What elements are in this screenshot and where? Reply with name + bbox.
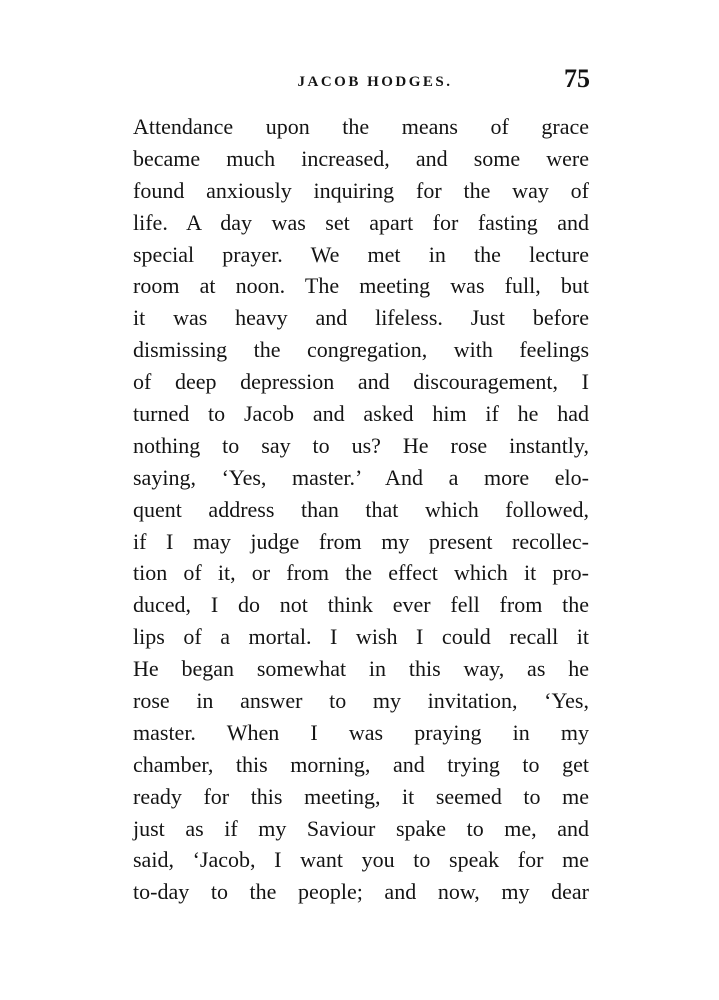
text-line: found anxiously inquiring for the way of [133, 177, 589, 203]
text-line: master. When I was praying in my [133, 719, 589, 745]
text-line: saying, ‘Yes, master.’ And a more elo- [133, 464, 589, 490]
running-title: JACOB HODGES. [297, 74, 453, 90]
text-line: said, ‘Jacob, I want you to speak for me [133, 847, 589, 873]
text-line: He began somewhat in this way, as he [133, 656, 589, 682]
body-text [133, 111, 589, 908]
text-line: duced, I do not think ever fell from the [133, 592, 589, 618]
text-line: chamber, this morning, and trying to get [133, 751, 589, 777]
text-line: tion of it, or from the effect which it pro- [133, 560, 589, 586]
text-line: ready for this meeting, it seemed to me [133, 783, 589, 809]
text-line: turned to Jacob and asked him if he had [133, 401, 589, 427]
text-line: life. A day was set apart for fasting and [133, 209, 589, 235]
text-line: of deep depression and discouragement, I [133, 369, 589, 395]
text-line: lips of a mortal. I wish I could recall it [133, 624, 589, 650]
text-line: room at noon. The meeting was full, but [133, 273, 589, 299]
text-line: special prayer. We met in the lecture [133, 241, 589, 267]
text-line: just as if my Saviour spake to me, and [133, 815, 589, 841]
text-line: Attendance upon the means of grace [133, 114, 589, 139]
running-head [132, 64, 590, 98]
text-line: if I may judge from my present recollec- [133, 528, 589, 554]
text-line: to-day to the people; and now, my dear [133, 879, 589, 905]
text-line: it was heavy and lifeless. Just before [133, 305, 589, 331]
text-line: became much increased, and some were [133, 145, 589, 171]
text-line: quent address than that which followed, [133, 496, 589, 522]
text-line: dismissing the congregation, with feelings [133, 337, 589, 363]
text-line: rose in answer to my invitation, ‘Yes, [133, 688, 589, 714]
text-line: nothing to say to us? He rose instantly, [133, 432, 589, 458]
page-number: 75 [564, 64, 590, 93]
